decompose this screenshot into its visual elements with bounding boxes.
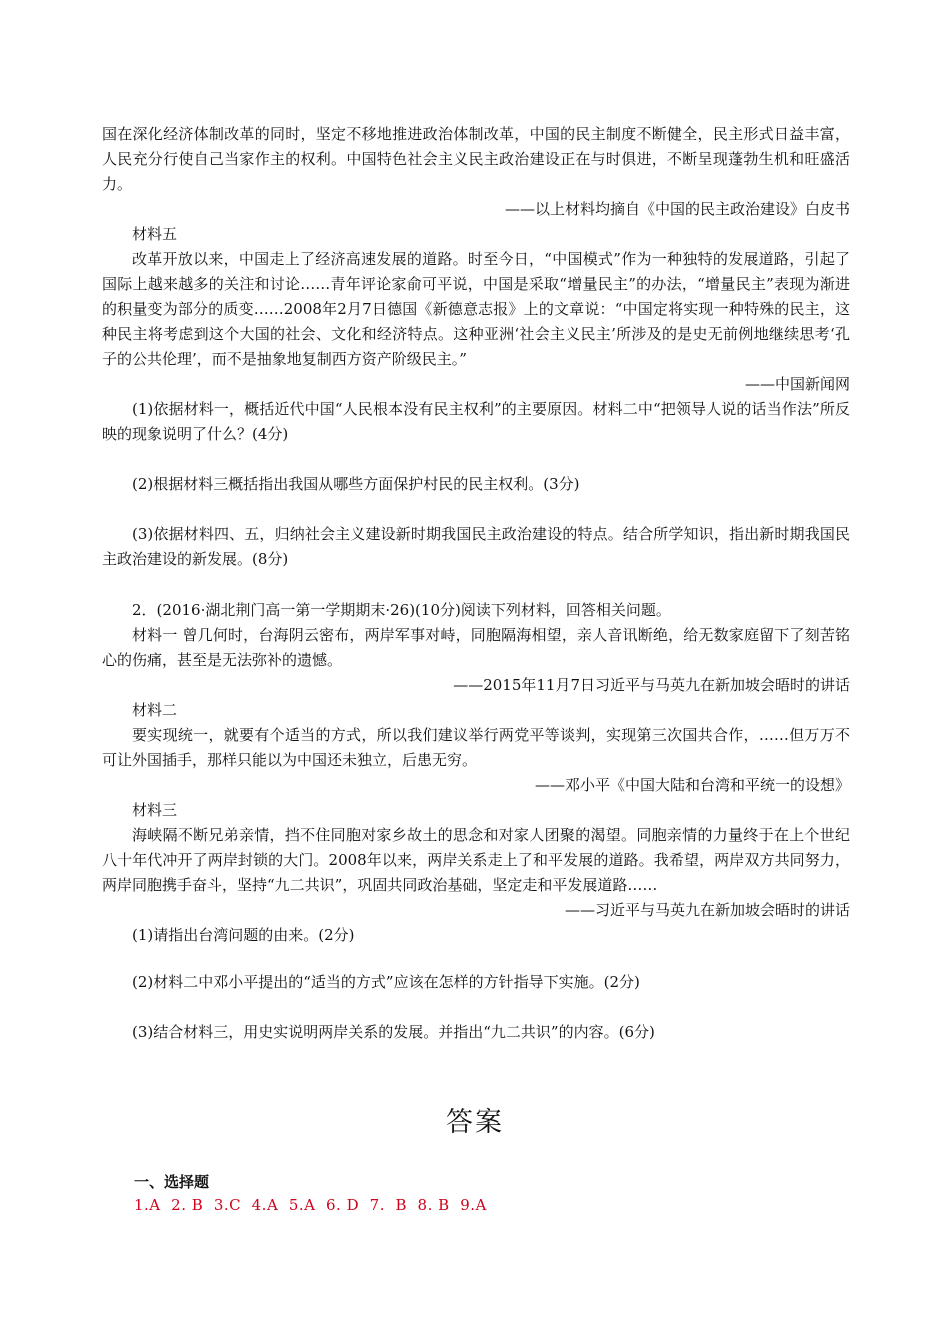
q1-sub2: (2)根据材料三概括指出我国从哪些方面保护村民的民主权利。(3分) [132, 475, 580, 493]
material5-text: 改革开放以来，中国走上了经济高速发展的道路。时至今日，“中国模式”作为一种独特的发展道路，引起了国际上越来越多的关注和讨论……青年评论家俞可平说，中国是采取“增量民主”的办法，“增量民主”表现为渐进的积量变为部分的质变……2008年2月7日德国《新德意志报》上的文章说：“中国定将实现一种特殊的民主，这种民主将考虑到这个大国的社会、文化和经济特点。这种亚洲‘社会主义民主’所涉及的是史无前例地继续思考‘孔子的公共伦理’，而不是抽象地复制西方资产阶级民主。” [102, 250, 850, 368]
q1-sub1-block [102, 397, 850, 447]
q2-sub2: (2)材料二中邓小平提出的“适当的方式”应该在怎样的方针指导下实施。(2分) [132, 973, 640, 991]
material4-tail-text: 国在深化经济体制改革的同时，坚定不移地推进政治体制改革，中国的民主制度不断健全，民主形式日益丰富，人民充分行使自己当家作主的权利。中国特色社会主义民主政治建设正在与时俱进，不断呈现蓬勃生机和旺盛活力。 [102, 125, 850, 193]
q2-sub3-block [102, 1020, 850, 1045]
q2-sub1: (1)请指出台湾问题的由来。(2分) [132, 926, 355, 944]
q2-material3-label: 材料三 [132, 801, 178, 819]
q2-sub3: (3)结合材料三，用史实说明两岸关系的发展。并指出“九二共识”的内容。(6分) [132, 1023, 655, 1041]
q1-sub2-block [102, 472, 850, 497]
q2-block [102, 598, 850, 948]
material4-tail-block [102, 122, 850, 222]
q2-material2-text: 要实现统一，就要有个适当的方式，所以我们建议举行两党平等谈判，实现第三次国共合作，……但万万不可让外国插手，那样只能以为中国还未独立，后患无穷。 [102, 726, 850, 769]
material4-source: ——以上材料均摘自《中国的民主政治建设》白皮书 [504, 200, 850, 218]
answers-section-heading: 一、选择题 [134, 1173, 210, 1191]
material5-block [102, 222, 850, 397]
q2-material2-source: ——邓小平《中国大陆和台湾和平统一的设想》 [534, 776, 850, 794]
q1-sub3-block [102, 522, 850, 572]
q2-material3-source: ——习近平与马英九在新加坡会晤时的讲话 [564, 901, 850, 919]
q1-sub1: (1)依据材料一，概括近代中国“人民根本没有民主权利”的主要原因。材料二中“把领导人说的话当作法”所反映的现象说明了什么？(4分) [102, 400, 850, 443]
q2-material2-label: 材料二 [132, 701, 178, 719]
q2-material3-text: 海峡隔不断兄弟亲情，挡不住同胞对家乡故土的思念和对家人团聚的渴望。同胞亲情的力量终于在上个世纪八十年代冲开了两岸封锁的大门。2008年以来，两岸关系走上了和平发展的道路。我希望，两岸双方共同努力，两岸同胞携手奋斗，坚持“九二共识”，巩固共同政治基础，坚定走和平发展道路…… [102, 826, 850, 894]
q1-sub3: (3)依据材料四、五，归纳社会主义建设新时期我国民主政治建设的特点。结合所学知识，指出新时期我国民主政治建设的新发展。(8分) [102, 525, 850, 568]
answers-title: 答案 [446, 1107, 504, 1138]
material5-source: ——中国新闻网 [744, 375, 850, 393]
q2-material1-text: 材料一 曾几何时，台海阴云密布，两岸军事对峙，同胞隔海相望，亲人音讯断绝，给无数家庭留下了刻苦铭心的伤痛，甚至是无法弥补的遗憾。 [102, 626, 850, 669]
q2-material1-source: ——2015年11月7日习近平与马英九在新加坡会晤时的讲话 [453, 676, 850, 694]
answers-line: 1.A 2. B 3.C 4.A 5.A 6. D 7. B 8. B 9.A [134, 1196, 487, 1214]
q2-sub2-block [102, 970, 850, 995]
q2-header: 2．(2016·湖北荆门高一第一学期期末·26)(10分)阅读下列材料，回答相关问题。 [132, 601, 671, 619]
material5-label: 材料五 [132, 225, 178, 243]
